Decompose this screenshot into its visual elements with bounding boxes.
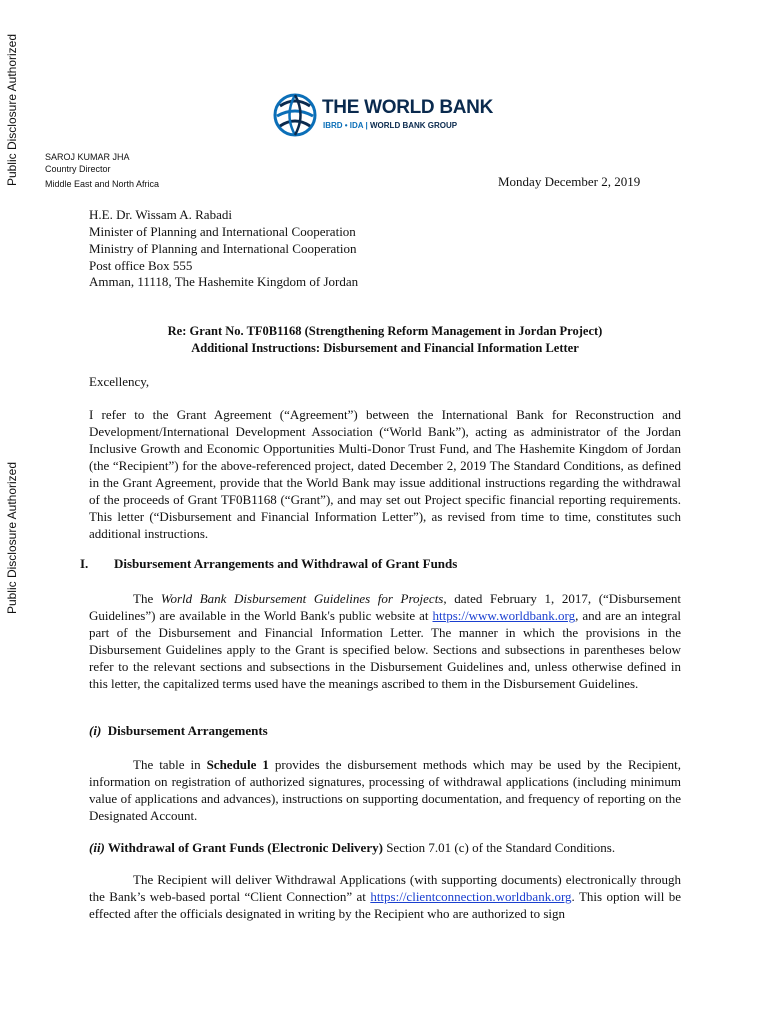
subject-line-1: Re: Grant No. TF0B1168 (Strengthening Reform Management in Jordan Project) bbox=[167, 324, 603, 338]
intro-paragraph: I refer to the Grant Agreement (“Agreement”) between the International Bank for Reconstruction and Development/International Development Association (“World Bank”), acting as administrator of the Jordan Inclusive Growth and Economic Opportunities Multi-Donor Trust Fund, and The Hashemite Kingdom of Jordan (the “Recipient”) for the above-referenced project, dated December 2, 2019 The Standard Conditions, as defined in the Grant Agreement, provide that the World Bank may issue additional instructions regarding the withdrawal of the proceeds of Grant TF0B1168 (“Grant”), and may set out Project specific financial reporting requirements. This letter (“Disbursement and Financial Information Letter”), as revised from time to time, constitutes such additional instructions. bbox=[89, 407, 681, 541]
subsection-ii-paragraph: The Recipient will deliver Withdrawal Applications (with supporting documents) electronically through the Bank’s web-based portal “Client Connection” at https://clientconnection.worldbank.org. This option will be effected after the officials designated in writing by the Recipient who are authorized to sign bbox=[89, 872, 681, 921]
logo-title: THE WORLD BANK bbox=[322, 97, 494, 118]
disclosure-label-middle: Public Disclosure Authorized bbox=[5, 461, 20, 614]
subject-line-2: Additional Instructions: Disbursement and Financial Information Letter bbox=[191, 341, 579, 355]
subsection-i-paragraph: The table in Schedule 1 provides the disbursement methods which may be used by the Recipient, information on registration of authorized signatures, processing of withdrawal applications (including minimum value of applications and advances), instructions on supporting documentation, and frequency of reporting on the Designated Account. bbox=[89, 757, 682, 823]
section1-paragraph: The World Bank Disbursement Guidelines for Projects, dated February 1, 2017, (“Disbursement Guidelines”) are available in the World Bank's public website at https://www.worldbank.org, and are an integral part of the Disbursement and Financial Information Letter. The manner in which the provisions in the Disbursement Guidelines apply to the Grant is specified below. Sections and subsections in parentheses below refer to the relevant sections and subsections in the Disbursement Guidelines and, unless otherwise defined in this letter, the capitalized terms used have the meanings ascribed to them in the Disbursement Guidelines. bbox=[89, 591, 681, 691]
worldbank-link[interactable]: https://www.worldbank.org bbox=[432, 608, 576, 623]
subsection-i-heading: (i) Disbursement Arrangements bbox=[89, 723, 268, 738]
logo-subtitle: IBRD • IDA | WORLD BANK GROUP bbox=[323, 121, 458, 130]
disclosure-label-top: Public Disclosure Authorized bbox=[5, 33, 20, 187]
addressee-line: H.E. Dr. Wissam A. Rabadi bbox=[89, 207, 232, 222]
sender-title: Country Director bbox=[45, 164, 111, 174]
subsection-ii-heading: (ii) Withdrawal of Grant Funds (Electronic Delivery) Section 7.01 (c) of the Standard Conditions. bbox=[89, 840, 616, 855]
addressee-line: Amman, 11118, The Hashemite Kingdom of Jordan bbox=[89, 274, 359, 289]
addressee-line: Minister of Planning and International Cooperation bbox=[89, 224, 356, 239]
letter-date: Monday December 2, 2019 bbox=[498, 174, 641, 189]
world-bank-logo bbox=[272, 90, 512, 142]
sender-region: Middle East and North Africa bbox=[45, 179, 160, 189]
sender-name: SAROJ KUMAR JHA bbox=[45, 152, 130, 162]
client-connection-link[interactable]: https://clientconnection.worldbank.org bbox=[370, 889, 572, 904]
salutation: Excellency, bbox=[89, 374, 150, 389]
addressee-line: Post office Box 555 bbox=[89, 258, 193, 273]
addressee-line: Ministry of Planning and International Cooperation bbox=[89, 241, 357, 256]
section-number: I. bbox=[80, 556, 89, 571]
globe-icon bbox=[272, 92, 318, 138]
section-title: Disbursement Arrangements and Withdrawal of Grant Funds bbox=[114, 556, 458, 571]
